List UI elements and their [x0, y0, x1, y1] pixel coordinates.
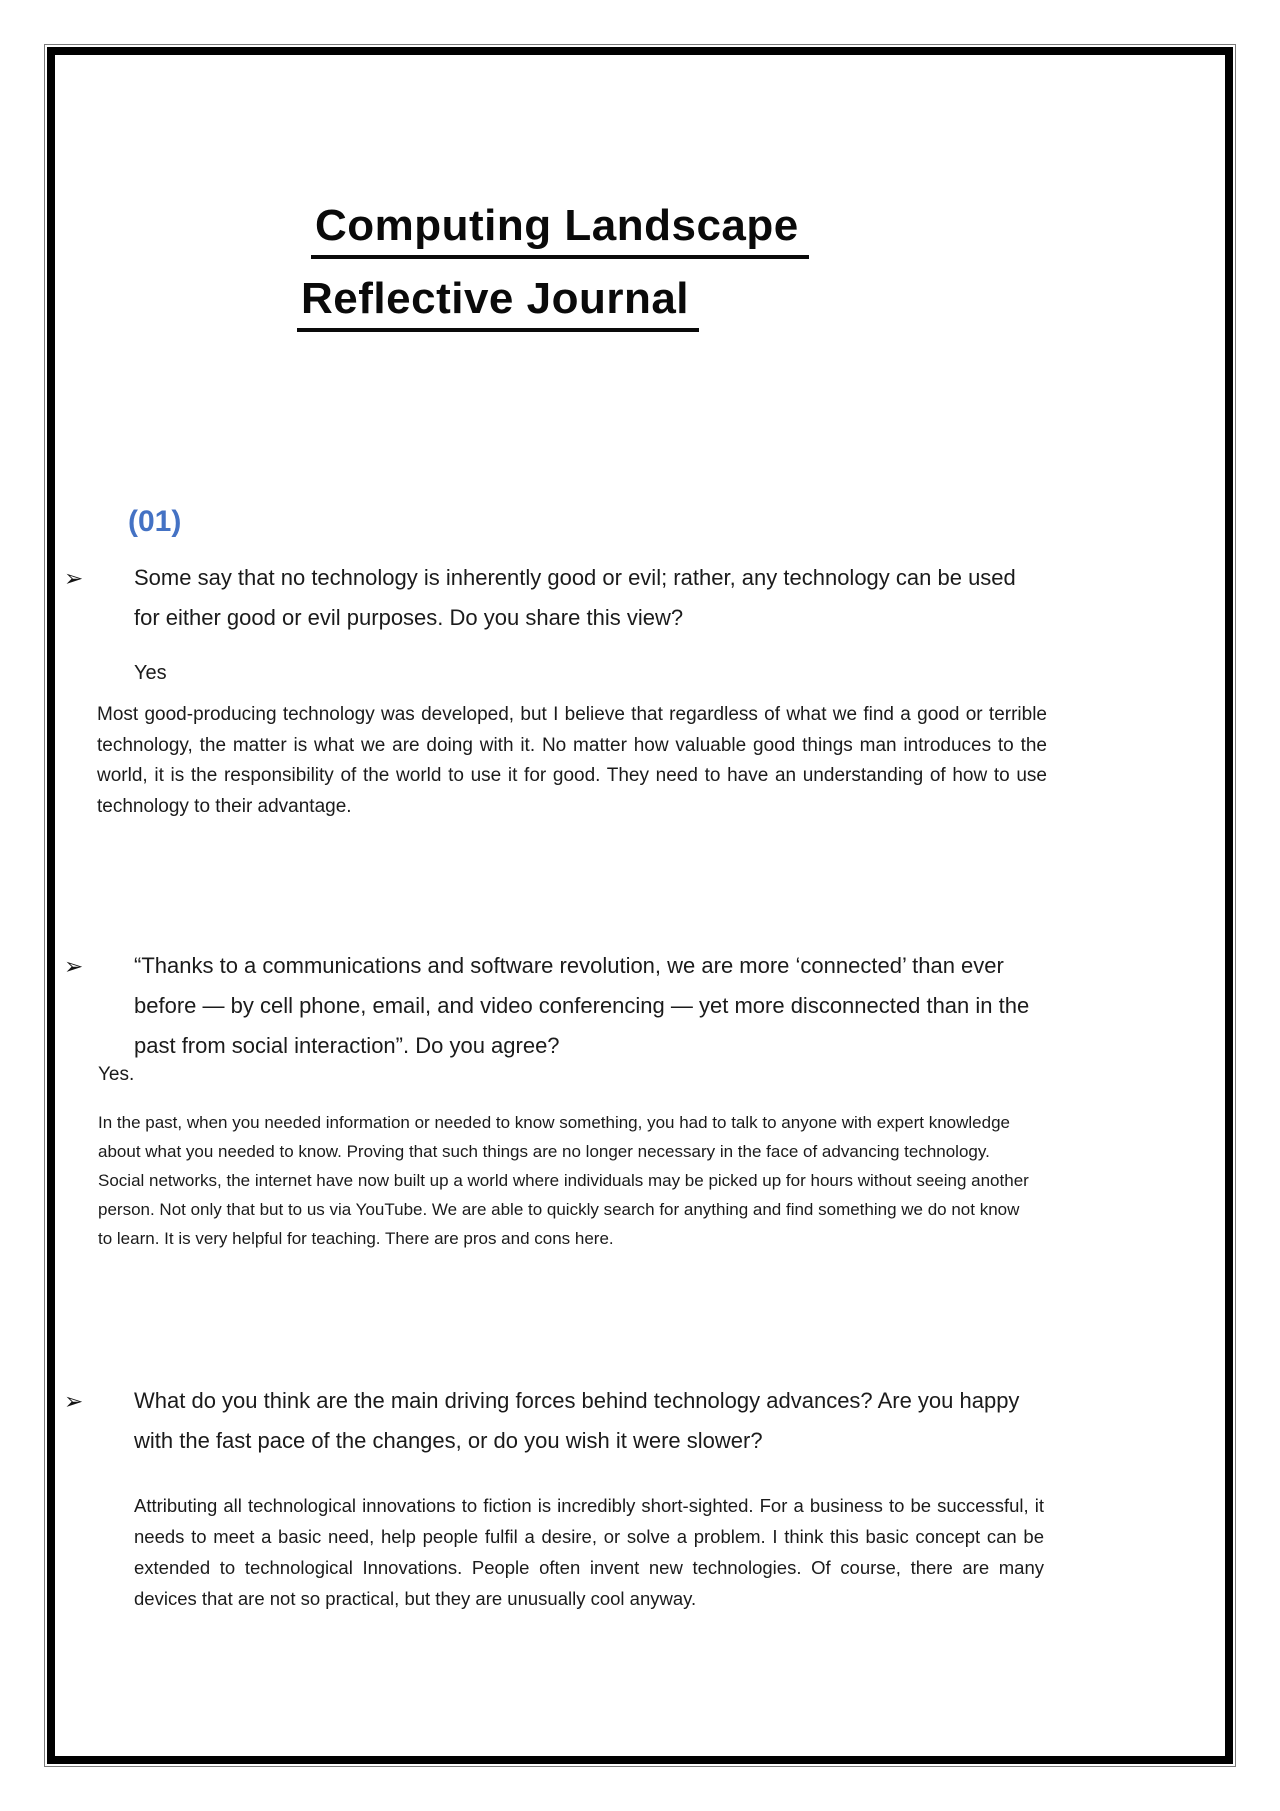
document-title-line1: [311, 201, 809, 259]
short-answer-2: Yes.: [98, 1064, 135, 1085]
question-3: [64, 1381, 1046, 1461]
arrow-bullet-icon: ➢: [64, 1388, 84, 1414]
question-2: [64, 946, 1046, 1066]
section-number: (01): [128, 505, 182, 538]
arrow-bullet-icon: ➢: [64, 565, 84, 591]
title-text-line1: Computing Landscape: [311, 201, 809, 259]
short-answer-1: Yes: [134, 662, 167, 684]
question-1-text: Some say that no technology is inherently good or evil; rather, any technology can be used for either good or evil purposes. Do you share this view?: [134, 565, 1016, 630]
question-3-text: What do you think are the main driving forces behind technology advances? Are you happy with the fast pace of the changes, or do you wish it were slower?: [134, 1388, 1020, 1453]
question-1: [64, 558, 1046, 638]
document-title-line2: [297, 274, 699, 332]
answer-paragraph-1: Most good-producing technology was developed, but I believe that regardless of what we find a good or terrible technology, the matter is what we are doing with it. No matter how valuable good things man introduces to the world, it is the responsibility of the world to use it for good. They need to have an understanding of how to use technology to their advantage.: [97, 704, 1047, 817]
answer-paragraph-2: In the past, when you needed information or needed to know something, you had to talk to anyone with expert knowledge about what you needed to know. Proving that such things are no longer necessary in the face of advancing technology. Social networks, the internet have now built up a world where individuals may be picked up for hours without seeing another person. Not only that but to us via YouTube. We are able to quickly search for anything and find something we do not know to learn. It is very helpful for teaching. There are pros and cons here.: [98, 1113, 1029, 1248]
arrow-bullet-icon: ➢: [64, 953, 84, 979]
question-2-text: “Thanks to a communications and software revolution, we are more ‘connected’ than ever before — by cell phone, email, and video conferencing — yet more disconnected than in the past from social interaction”. Do you agree?: [134, 953, 1030, 1058]
title-text-line2: Reflective Journal: [297, 274, 699, 332]
answer-paragraph-3: Attributing all technological innovations to fiction is incredibly short-sighted. For a business to be successful, it needs to meet a basic need, help people fulfil a desire, or solve a problem. I think this basic concept can be extended to technological Innovations. People often invent new technologies. Of course, there are many devices that are not so practical, but they are unusually cool anyway.: [134, 1495, 1044, 1609]
